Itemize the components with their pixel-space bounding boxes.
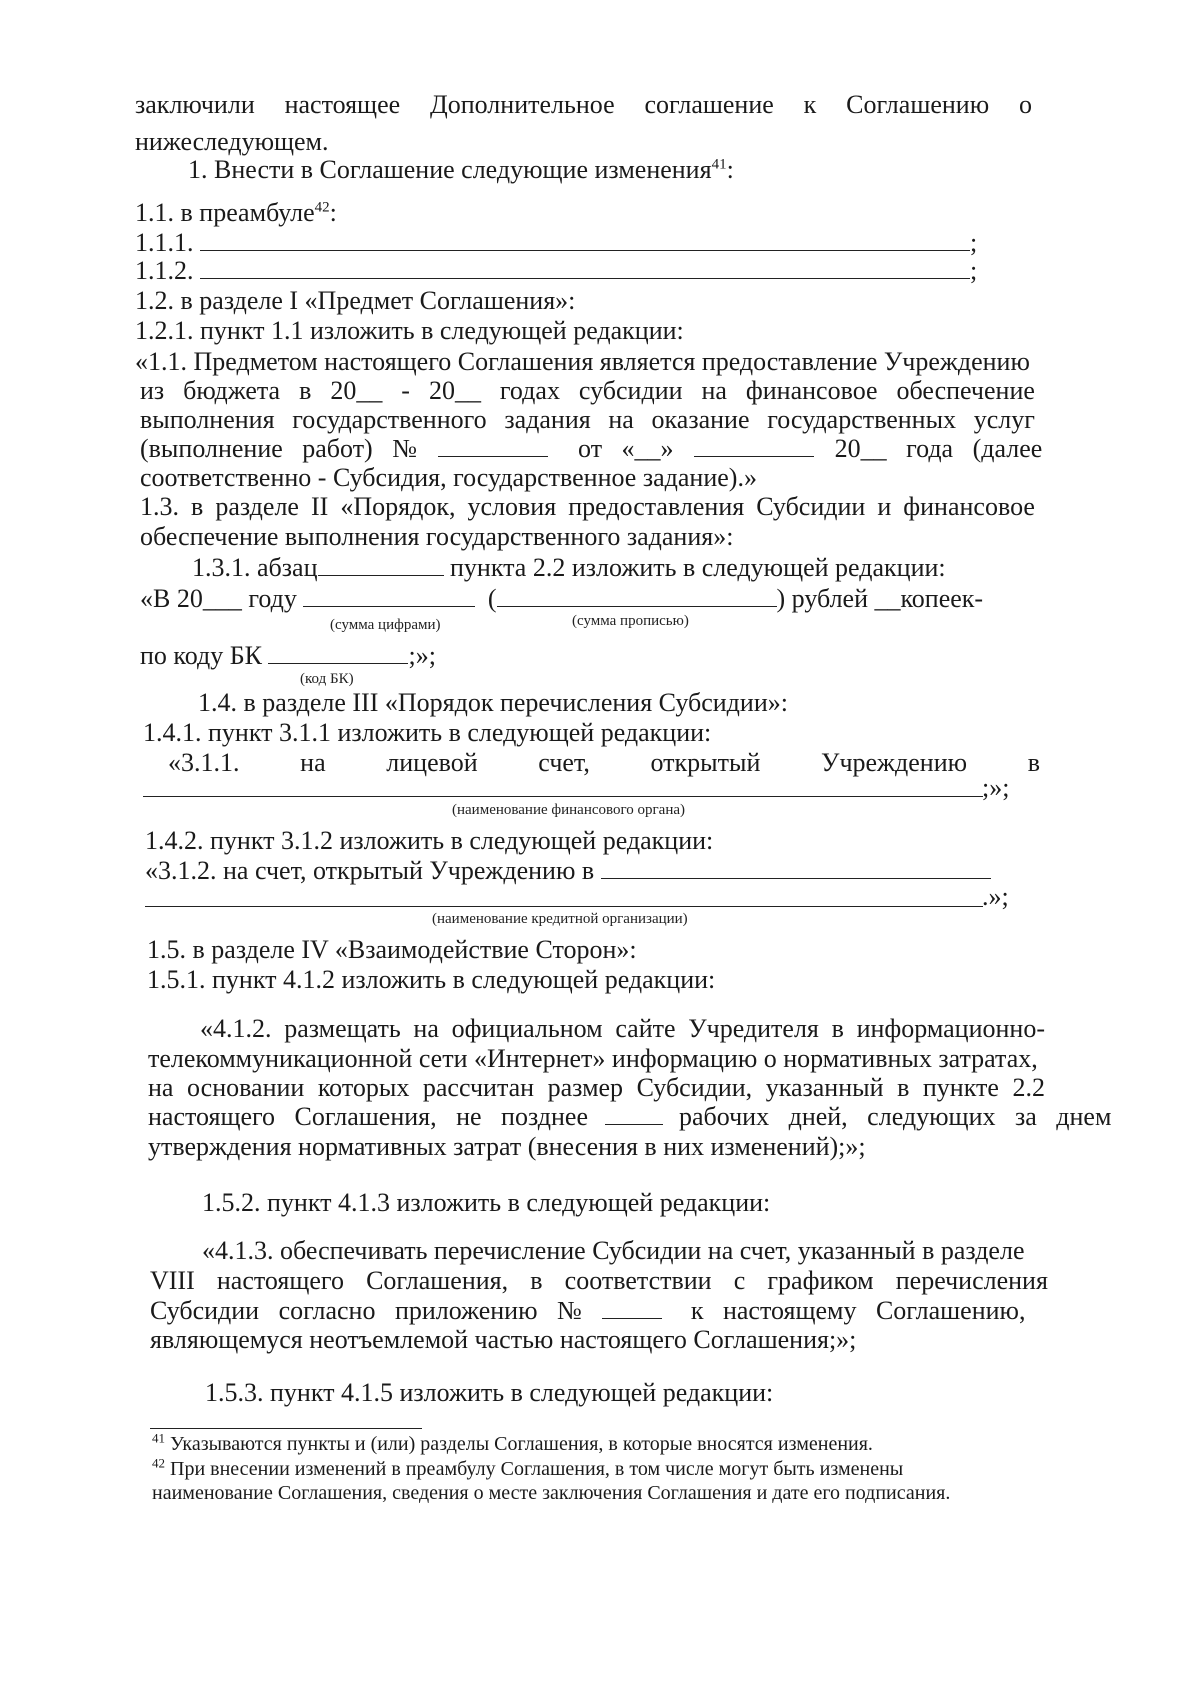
text-line: «В 20___ году ( ) рублей __копеек- xyxy=(140,584,984,613)
text-line: 1.5.1. пункт 4.1.2 изложить в следующей редакции: xyxy=(147,965,716,994)
word: и xyxy=(877,492,892,521)
word: заключили xyxy=(135,90,255,119)
fill-in-blank[interactable] xyxy=(143,796,983,797)
word: настоящего xyxy=(216,1266,344,1295)
footnote-41: $^{41}$ Указываются пункты и (или) разделы Соглашения, в которые вносятся изменения. xyxy=(152,1430,873,1455)
word: соответствии xyxy=(564,1266,712,1295)
word: рассчитан xyxy=(422,1073,535,1102)
footnote-42: $^{42}$ При внесении изменений в преамбулу Соглашения, в том числе могут быть изменены xyxy=(152,1455,904,1480)
word: соглашение xyxy=(644,90,774,119)
word: государственного xyxy=(292,405,487,434)
text-line: 1.4.1. пункт 3.1.1 изложить в следующей редакции: xyxy=(143,718,712,747)
word: Дополнительное xyxy=(430,90,615,119)
word: официальном xyxy=(451,1014,603,1043)
field-caption: (сумма прописью) xyxy=(572,613,689,629)
text-line: ;»; xyxy=(982,773,1010,802)
field-caption: (код БК) xyxy=(300,671,354,687)
text-line xyxy=(168,748,1040,778)
fill-in-blank[interactable] xyxy=(145,906,983,907)
word: II xyxy=(311,492,329,521)
text-line: соответственно - Субсидия, государственное задание).» xyxy=(140,463,757,492)
text-line xyxy=(135,90,1032,120)
word: финансовое xyxy=(903,492,1035,521)
text-line xyxy=(150,1266,1048,1296)
word: в xyxy=(1027,748,1040,777)
fill-in-blank[interactable] xyxy=(497,584,777,607)
word: задания xyxy=(504,405,591,434)
word: основании xyxy=(187,1073,305,1102)
word: VIII xyxy=(150,1266,195,1295)
text-line: 1.5.3. пункт 4.1.5 изложить в следующей редакции: xyxy=(205,1378,774,1407)
word: финансовое xyxy=(745,376,878,405)
fill-in-blank[interactable] xyxy=(601,856,991,879)
word: Субсидии, xyxy=(636,1073,753,1102)
word: которых xyxy=(317,1073,410,1102)
text-line: настоящего Соглашения, не позднее рабочих дней, следующих за днем xyxy=(148,1102,1112,1131)
text-line: «3.1.2. на счет, открытый Учреждению в xyxy=(145,856,991,886)
word: услуг xyxy=(973,405,1035,434)
text-line: 1.3.1. абзац пункта 2.2 изложить в следующей редакции: xyxy=(192,553,946,582)
word: предоставления xyxy=(568,492,745,521)
word: в xyxy=(897,1073,910,1102)
word: указанный xyxy=(765,1073,884,1102)
text-line xyxy=(148,1073,1045,1103)
word: «3.1.1. xyxy=(168,748,240,777)
footnote-separator xyxy=(150,1428,422,1429)
fill-in-blank[interactable] xyxy=(200,256,970,279)
text-line: «1.1. Предметом настоящего Соглашения является предоставление Учреждению xyxy=(135,347,1030,376)
text-line: утверждения нормативных затрат (внесения в них изменений);»; xyxy=(148,1132,866,1161)
word: Учреждению xyxy=(821,748,968,777)
text-line: являющемуся неотъемлемой частью настоящего Соглашения;»; xyxy=(150,1325,857,1354)
field-caption: (наименование финансового органа) xyxy=(452,802,686,818)
word: выполнения xyxy=(140,405,275,434)
fill-in-blank[interactable] xyxy=(605,1102,663,1125)
field-caption: (сумма цифрами) xyxy=(330,617,441,633)
word: 2.2 xyxy=(1012,1073,1045,1102)
word: субсидии xyxy=(578,376,683,405)
text-line: нижеследующем. xyxy=(135,127,329,156)
word: 1.3. xyxy=(140,492,179,521)
fill-in-blank[interactable] xyxy=(602,1296,662,1319)
text-line xyxy=(140,376,1035,406)
word: с xyxy=(733,1266,746,1295)
word: на xyxy=(300,748,326,777)
fill-in-blank[interactable] xyxy=(268,641,408,664)
footnote-42-continued: наименование Соглашения, сведения о месте заключения Соглашения и дате его подписания. xyxy=(152,1482,951,1504)
word: счет, xyxy=(538,748,590,777)
word: - xyxy=(401,376,410,405)
word: информационно- xyxy=(856,1014,1045,1043)
word: Соглашения, xyxy=(366,1266,509,1295)
text-line: 1.4.2. пункт 3.1.2 изложить в следующей редакции: xyxy=(145,826,714,855)
word: на xyxy=(701,376,727,405)
word: настоящее xyxy=(284,90,401,119)
word: сайте xyxy=(615,1014,676,1043)
text-line: телекоммуникационной сети «Интернет» информацию о нормативных затратах, xyxy=(148,1044,1038,1073)
word: на xyxy=(608,405,634,434)
word: пункте xyxy=(922,1073,999,1102)
word: лицевой xyxy=(386,748,478,777)
word: в xyxy=(831,1014,844,1043)
word: «Порядок, xyxy=(340,492,456,521)
word: о xyxy=(1018,90,1032,119)
text-line: Субсидии согласно приложению № к настоящему Соглашению, xyxy=(150,1296,1026,1325)
word: размещать xyxy=(284,1014,401,1043)
fill-in-blank[interactable] xyxy=(200,228,970,251)
section-heading: 1.5. в разделе IV «Взаимодействие Сторон»: xyxy=(147,935,637,964)
word: «4.1.2. xyxy=(200,1014,272,1043)
word: условия xyxy=(467,492,557,521)
word: обеспечение xyxy=(896,376,1035,405)
word: разделе xyxy=(215,492,299,521)
fill-in-blank[interactable] xyxy=(318,553,444,576)
footnote-ref: 41 xyxy=(711,156,727,173)
word: оказание xyxy=(651,405,750,434)
word: к xyxy=(803,90,817,119)
text-line xyxy=(140,492,1035,522)
text-line: 1. Внести в Соглашение следующие изменения$^{41}$: xyxy=(188,155,734,184)
word: в xyxy=(299,376,312,405)
word: в xyxy=(191,492,204,521)
text-line: 1.1.2. ; xyxy=(135,256,978,285)
footnote-ref: 42 xyxy=(314,199,330,216)
word: 20__ xyxy=(428,376,481,405)
word: Субсидии xyxy=(756,492,866,521)
text-line xyxy=(200,1014,1045,1044)
section-heading: 1.2. в разделе I «Предмет Соглашения»: xyxy=(135,286,576,315)
word: в xyxy=(530,1266,543,1295)
word: на xyxy=(148,1073,174,1102)
fill-in-blank[interactable] xyxy=(694,434,814,457)
text-line: .»; xyxy=(982,882,1009,911)
text-line: 1.2.1. пункт 1.1 изложить в следующей редакции: xyxy=(135,316,684,345)
word: графиком xyxy=(767,1266,874,1295)
text-line: 1.1.1. ; xyxy=(135,228,978,257)
word: перечисления xyxy=(895,1266,1048,1295)
word: из xyxy=(140,376,165,405)
word: на xyxy=(413,1014,439,1043)
text-line xyxy=(140,405,1035,435)
text-line: (выполнение работ) № от «__» 20__ года (далее xyxy=(140,434,1043,463)
word: государственных xyxy=(767,405,957,434)
text-line: «4.1.3. обеспечивать перечисление Субсидии на счет, указанный в разделе xyxy=(202,1236,1025,1265)
text-line: по коду БК ;»; xyxy=(140,641,436,670)
text-line: 1.5.2. пункт 4.1.3 изложить в следующей редакции: xyxy=(202,1188,771,1217)
word: Соглашению xyxy=(846,90,990,119)
word: размер xyxy=(547,1073,624,1102)
section-heading: 1.4. в разделе III «Порядок перечисления Субсидии»: xyxy=(198,688,788,717)
word: бюджета xyxy=(183,376,281,405)
word: Учредителя xyxy=(688,1014,819,1043)
field-caption: (наименование кредитной организации) xyxy=(432,911,688,927)
text-line: обеспечение выполнения государственного задания»: xyxy=(140,522,734,551)
word: 20__ xyxy=(330,376,383,405)
word: годах xyxy=(499,376,560,405)
text-line: 1.1. в преамбуле$^{42}$: xyxy=(135,198,337,227)
fill-in-blank[interactable] xyxy=(303,584,475,607)
word: открытый xyxy=(650,748,761,777)
fill-in-blank[interactable] xyxy=(438,434,548,457)
